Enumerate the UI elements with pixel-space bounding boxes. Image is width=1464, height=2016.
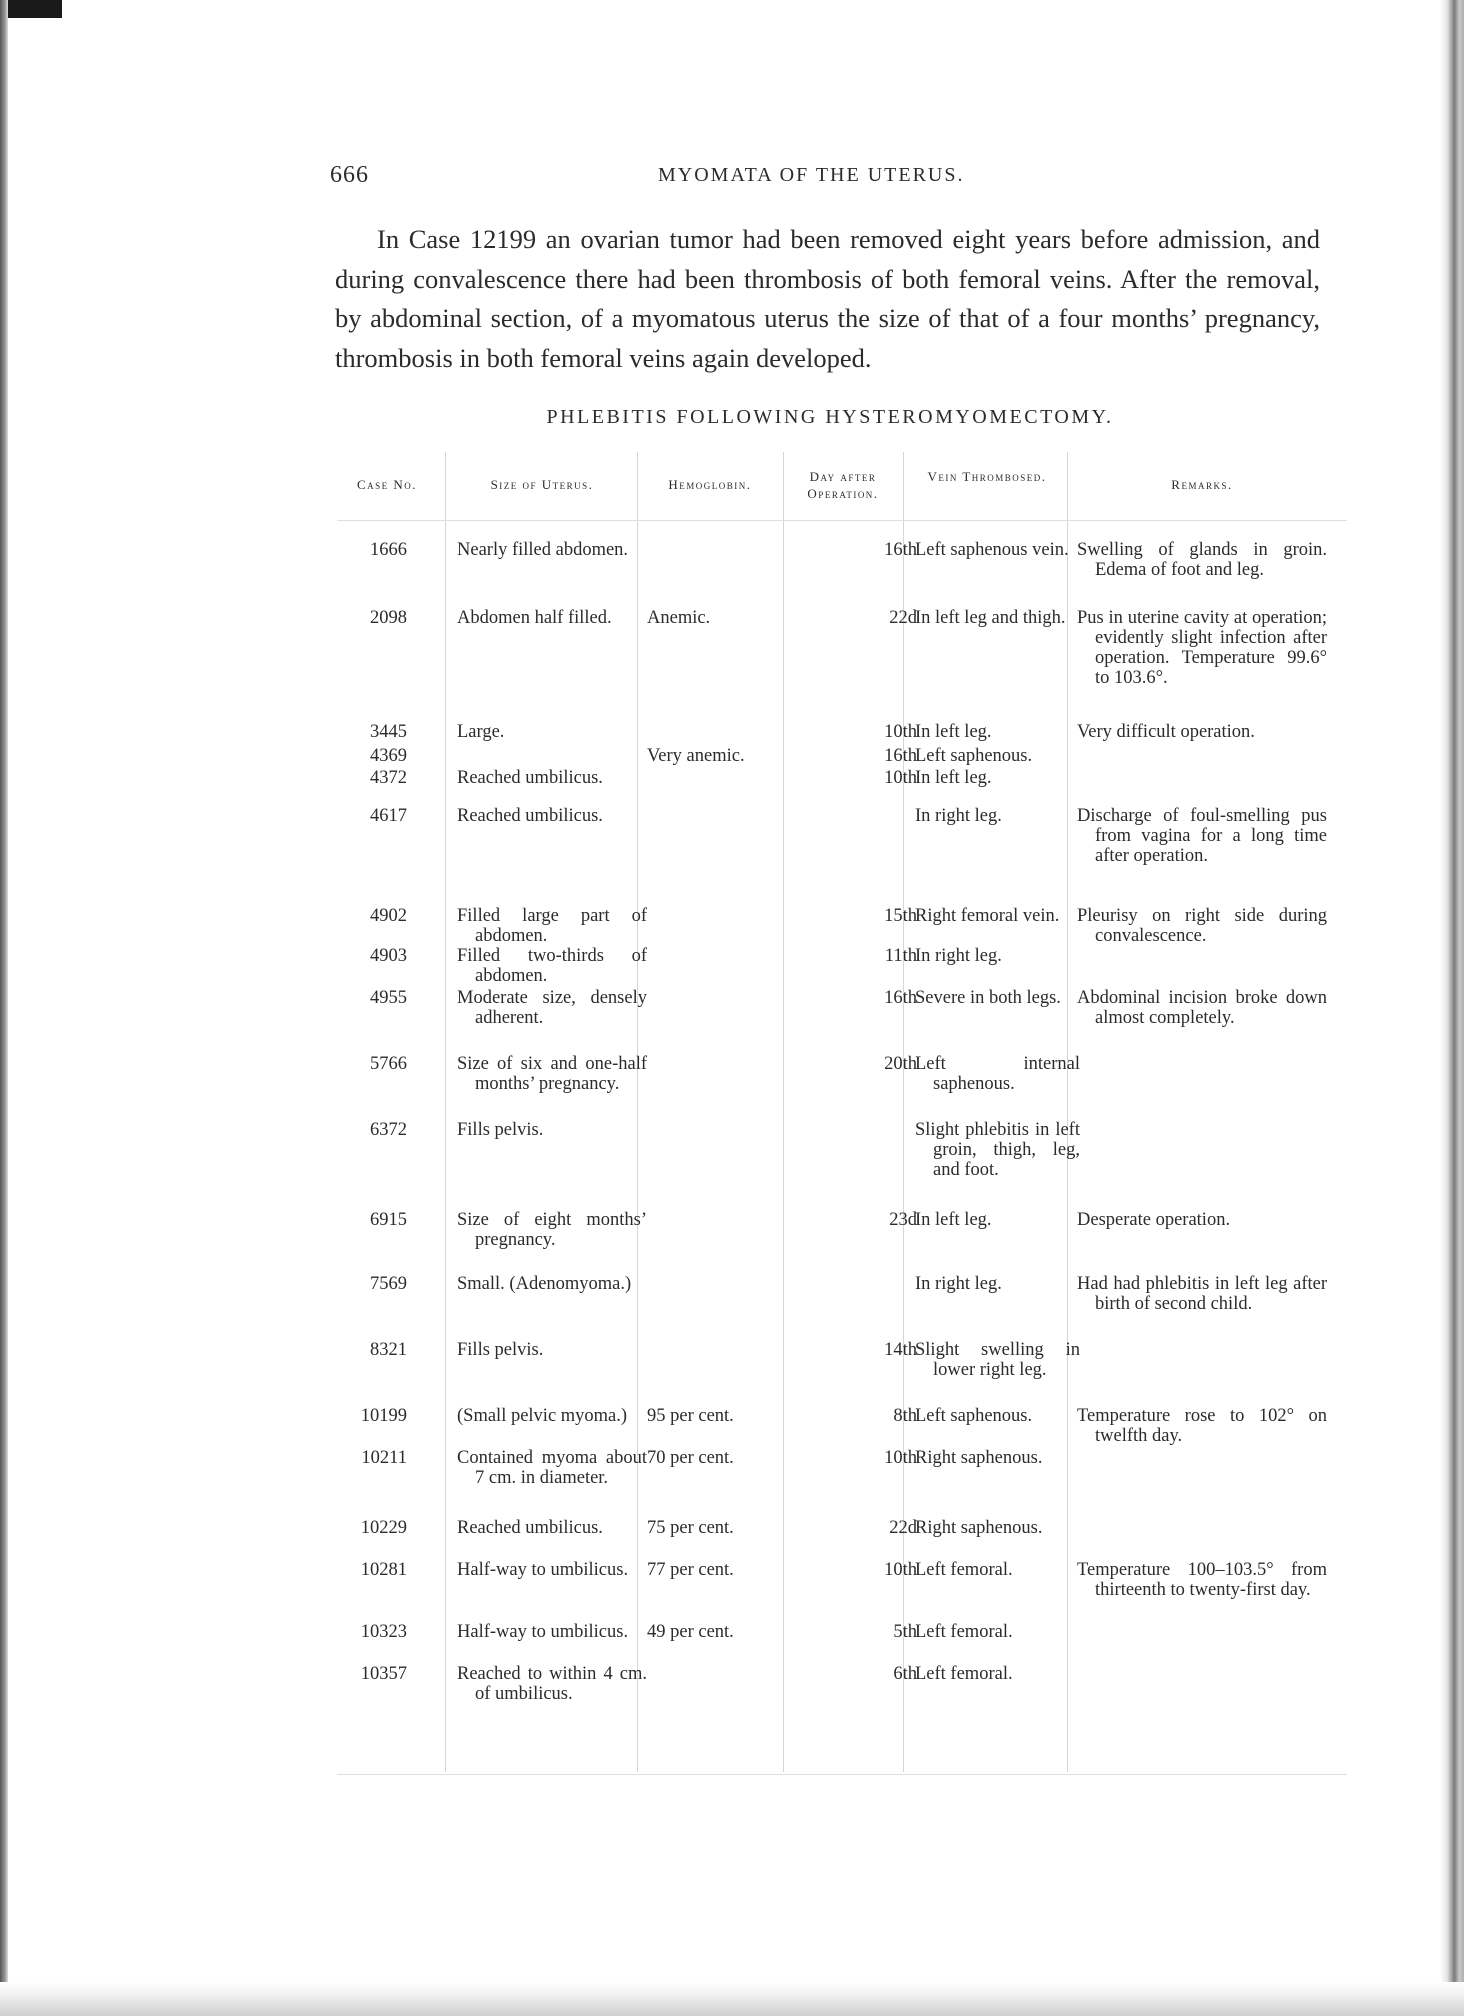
binding-shadow-left — [0, 0, 8, 2016]
vein-thrombosed-cell: In right leg. — [915, 806, 1002, 826]
page-number: 666 — [330, 162, 369, 188]
day-after-operation-cell: 22d — [889, 608, 917, 628]
hemoglobin-cell: Anemic. — [647, 608, 711, 628]
hemoglobin-cell: Very anemic. — [647, 746, 745, 766]
table-title: PHLEBITIS FOLLOWING HYSTEROMYOMECTOMY. — [546, 406, 1114, 428]
vein-thrombosed-cell: Right femoral vein. — [915, 906, 1060, 926]
day-after-operation-cell: 14th — [884, 1340, 917, 1360]
uterus-size-cell: Reached umbilicus. — [457, 806, 603, 826]
vein-thrombosed-cell: In left leg. — [915, 768, 992, 788]
remarks-cell: Discharge of foul-smelling pus from vagina for a long time after operation. — [1077, 806, 1327, 866]
case-number-cell: 5766 — [370, 1054, 407, 1074]
uterus-size-cell: Fills pelvis. — [457, 1120, 544, 1140]
uterus-size-cell: Reached umbilicus. — [457, 768, 603, 788]
vein-thrombosed-cell: In left leg. — [915, 1210, 992, 1230]
remarks-cell: Temperature rose to 102° on twelfth day. — [1077, 1406, 1327, 1446]
header-day-after-operation: Day after Operation. — [807, 469, 879, 501]
vein-thrombosed-cell: Severe in both legs. — [915, 988, 1061, 1008]
vein-thrombosed-cell: Left saphenous. — [915, 1406, 1033, 1426]
page-edge-bottom — [0, 1982, 1464, 2016]
case-number-cell: 4902 — [370, 906, 407, 926]
vein-thrombosed-cell: In right leg. — [915, 946, 1002, 966]
case-number-cell: 10199 — [360, 1406, 407, 1426]
vein-thrombosed-cell: Right saphenous. — [915, 1448, 1043, 1468]
case-number-cell: 10211 — [361, 1448, 407, 1468]
case-number-cell: 6372 — [370, 1120, 407, 1140]
day-after-operation-cell: 20th — [884, 1054, 917, 1074]
case-number-cell: 7569 — [370, 1274, 407, 1294]
day-after-operation-cell: 10th — [884, 768, 917, 788]
table-bottom-rule — [337, 1774, 1347, 1775]
running-head — [330, 162, 1330, 192]
remarks-cell: Swelling of glands in groin. Edema of foot and leg. — [1077, 540, 1327, 580]
case-number-cell: 4903 — [370, 946, 407, 966]
uterus-size-cell: Half-way to umbilicus. — [457, 1560, 629, 1580]
uterus-size-cell: Fills pelvis. — [457, 1340, 544, 1360]
uterus-size-cell: Size of eight months’ pregnancy. — [457, 1210, 647, 1250]
case-number-cell: 4372 — [370, 768, 407, 788]
vein-thrombosed-cell: Left femoral. — [915, 1622, 1013, 1642]
day-after-operation-cell: 22d — [889, 1518, 917, 1538]
binding-shadow-top — [0, 0, 62, 18]
case-number-cell: 8321 — [370, 1340, 407, 1360]
column-rule — [445, 452, 446, 1772]
day-after-operation-cell: 16th — [884, 988, 917, 1008]
day-after-operation-cell: 10th — [884, 1448, 917, 1468]
day-after-operation-cell: 16th — [884, 746, 917, 766]
uterus-size-cell: Filled large part of abdomen. — [457, 906, 647, 946]
header-remarks: Remarks. — [1171, 477, 1233, 492]
remarks-cell: Desperate operation. — [1077, 1210, 1231, 1230]
case-number-cell: 6915 — [370, 1210, 407, 1230]
case-number-cell: 10281 — [360, 1560, 407, 1580]
header-hemoglobin: Hemoglobin. — [668, 477, 752, 492]
day-after-operation-cell: 10th — [884, 1560, 917, 1580]
day-after-operation-cell: 16th — [884, 540, 917, 560]
case-number-cell: 10357 — [360, 1664, 407, 1684]
uterus-size-cell: Small. (Adenomyoma.) — [457, 1274, 632, 1294]
hemoglobin-cell: 70 per cent. — [647, 1448, 734, 1468]
vein-thrombosed-cell: Left saphenous. — [915, 746, 1033, 766]
uterus-size-cell: Moderate size, densely adherent. — [457, 988, 647, 1028]
vein-thrombosed-cell: Left internal saphenous. — [915, 1054, 1080, 1094]
remarks-cell: Pleurisy on right side during convalescence. — [1077, 906, 1327, 946]
hemoglobin-cell: 49 per cent. — [647, 1622, 734, 1642]
remarks-cell: Abdominal incision broke down almost completely. — [1077, 988, 1327, 1028]
vein-thrombosed-cell: Slight swelling in lower right leg. — [915, 1340, 1080, 1380]
case-number-cell: 2098 — [370, 608, 407, 628]
vein-thrombosed-cell: Left saphenous vein. — [915, 540, 1069, 560]
intro-paragraph: In Case 12199 an ovarian tumor had been removed eight years before admission, and during convalescence there had been thrombosis of both femoral veins. After the removal, by abdominal section, of a myomatous uterus the size of that of a four months’ pregnancy, thrombosis in both femoral veins again developed. — [335, 224, 1320, 373]
day-after-operation-cell: 5th — [893, 1622, 917, 1642]
vein-thrombosed-cell: Right saphenous. — [915, 1518, 1043, 1538]
day-after-operation-cell: 11th — [884, 946, 917, 966]
case-number-cell: 10229 — [360, 1518, 407, 1538]
hemoglobin-cell: 75 per cent. — [647, 1518, 734, 1538]
header-size-of-uterus: Size of Uterus. — [490, 477, 594, 492]
vein-thrombosed-cell: In left leg and thigh. — [915, 608, 1066, 628]
uterus-size-cell: Size of six and one-half months’ pregnancy. — [457, 1054, 647, 1094]
case-number-cell: 1666 — [370, 540, 407, 560]
day-after-operation-cell: 23d — [889, 1210, 917, 1230]
page-edge-right — [1440, 0, 1464, 2016]
case-number-cell: 10323 — [360, 1622, 407, 1642]
remarks-cell: Very difficult operation. — [1077, 722, 1255, 742]
uterus-size-cell: Nearly filled abdomen. — [457, 540, 629, 560]
day-after-operation-cell: 15th — [884, 906, 917, 926]
uterus-size-cell: Filled two-thirds of abdomen. — [457, 946, 647, 986]
uterus-size-cell: Contained myoma about 7 cm. in diameter. — [457, 1448, 647, 1488]
day-after-operation-cell: 6th — [893, 1664, 917, 1684]
vein-thrombosed-cell: Slight phlebitis in left groin, thigh, leg, and foot. — [915, 1120, 1080, 1180]
phlebitis-table — [337, 452, 1347, 1782]
case-number-cell: 4369 — [370, 746, 407, 766]
uterus-size-cell: (Small pelvic myoma.) — [457, 1406, 628, 1426]
running-title: MYOMATA OF THE UTERUS. — [658, 164, 965, 186]
uterus-size-cell: Large. — [457, 722, 505, 742]
hemoglobin-cell: 95 per cent. — [647, 1406, 734, 1426]
vein-thrombosed-cell: Left femoral. — [915, 1560, 1013, 1580]
uterus-size-cell: Reached umbilicus. — [457, 1518, 603, 1538]
uterus-size-cell: Reached to within 4 cm. of umbilicus. — [457, 1664, 647, 1704]
day-after-operation-cell: 10th — [884, 722, 917, 742]
case-number-cell: 4955 — [370, 988, 407, 1008]
hemoglobin-cell: 77 per cent. — [647, 1560, 734, 1580]
header-vein-thrombosed: Vein Thrombosed. — [927, 469, 1047, 484]
uterus-size-cell: Abdomen half filled. — [457, 608, 612, 628]
case-number-cell: 3445 — [370, 722, 407, 742]
day-after-operation-cell: 8th — [893, 1406, 917, 1426]
vein-thrombosed-cell: In left leg. — [915, 722, 992, 742]
uterus-size-cell: Half-way to umbilicus. — [457, 1622, 629, 1642]
header-case-no: Case No. — [356, 477, 418, 492]
remarks-cell: Pus in uterine cavity at operation; evidently slight infection after operation. Temperature 99.6° to 103.6°. — [1077, 608, 1327, 688]
header-rule — [337, 520, 1347, 521]
remarks-cell: Had had phlebitis in left leg after birth of second child. — [1077, 1274, 1327, 1314]
vein-thrombosed-cell: In right leg. — [915, 1274, 1002, 1294]
remarks-cell: Temperature 100–103.5° from thirteenth to twenty-first day. — [1077, 1560, 1327, 1600]
vein-thrombosed-cell: Left femoral. — [915, 1664, 1013, 1684]
case-number-cell: 4617 — [370, 806, 407, 826]
